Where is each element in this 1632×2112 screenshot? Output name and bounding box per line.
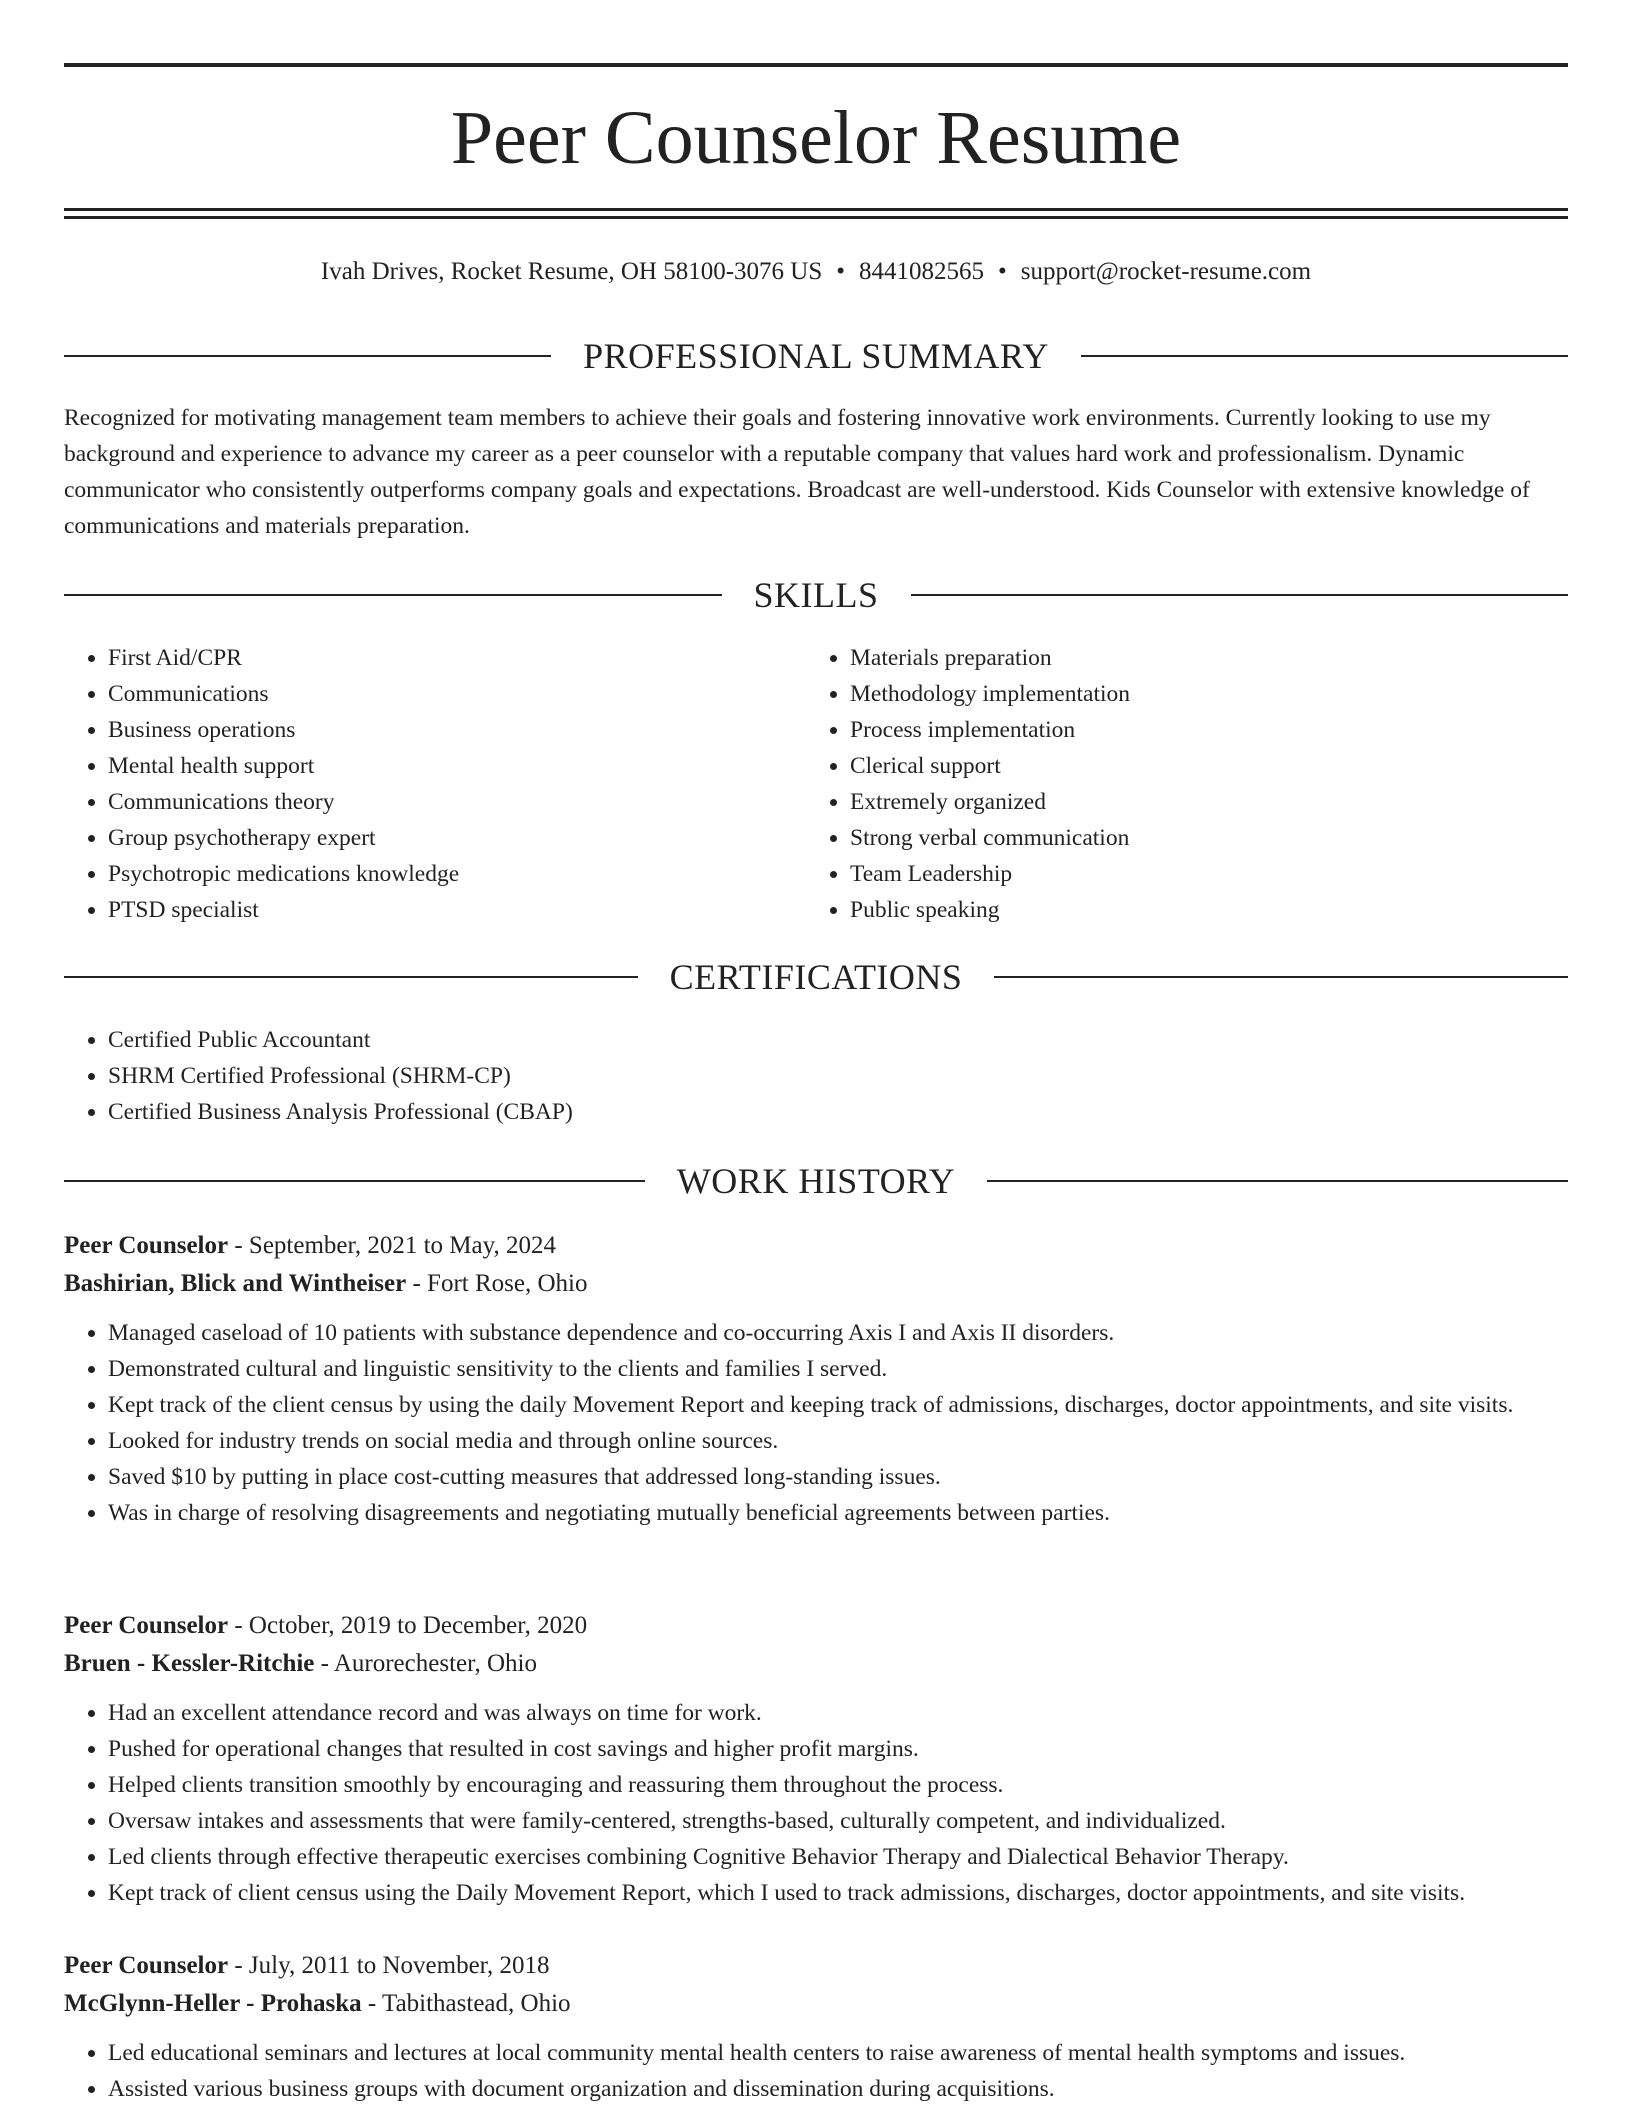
job-duty-item: • Kept track of client census using the Daily Movement Report, which I used to track admissions, discharges, doctor appointments, and site visits. xyxy=(108,1875,1568,1911)
section-rule-left xyxy=(64,976,638,978)
skill-item: • Mental health support xyxy=(108,748,848,784)
contact-email: support@rocket-resume.com xyxy=(1020,258,1312,285)
job-duty-item: • Managed caseload of 10 patients with substance dependence and co-occurring Axis I and Axis II disorders. xyxy=(108,1315,1568,1351)
contact-phone: 8441082565 xyxy=(859,258,985,285)
job-duty-item: • Saved $10 by putting in place cost-cutting measures that addressed long-standing issues. xyxy=(108,1459,1568,1495)
skill-item: • Methodology implementation xyxy=(850,676,1590,712)
skill-item: • Business operations xyxy=(108,712,848,748)
section-rule-right xyxy=(1081,355,1568,357)
job-duties-list xyxy=(64,2035,1568,2107)
contact-separator: • xyxy=(836,258,846,285)
job-location: - Tabithastead, Ohio xyxy=(361,1990,571,2017)
job-duty-item: • Demonstrated cultural and linguistic sensitivity to the clients and families I served. xyxy=(108,1351,1568,1387)
job-duty-item: • Pushed for operational changes that resulted in cost savings and higher profit margins. xyxy=(108,1731,1568,1767)
job-duty-item: • Kept track of the client census by using the daily Movement Report and keeping track of admissions, discharges, doctor appointments, and site visits. xyxy=(108,1387,1568,1423)
job-company-line xyxy=(64,1265,1568,1303)
header-top-rule xyxy=(64,63,1568,67)
certifications-list xyxy=(64,1022,1612,1130)
job-location: - Aurorechester, Ohio xyxy=(314,1650,537,1677)
job-duty-item: • Led educational seminars and lectures at local community mental health centers to raise awareness of mental health symptoms and issues. xyxy=(108,2035,1568,2071)
job-entry xyxy=(64,1607,1568,1911)
job-title: Peer Counselor xyxy=(64,1612,229,1639)
skill-item: • Clerical support xyxy=(850,748,1590,784)
section-title: PROFESSIONAL SUMMARY xyxy=(583,336,1049,376)
skill-item: • Communications xyxy=(108,676,848,712)
skill-item: • Strong verbal communication xyxy=(850,820,1590,856)
certification-item: • Certified Public Accountant xyxy=(108,1022,1612,1058)
skill-item: • Group psychotherapy expert xyxy=(108,820,848,856)
job-company: McGlynn-Heller - Prohaska xyxy=(64,1990,362,2017)
contact-line xyxy=(64,254,1568,290)
job-duty-item: • Assisted various business groups with document organization and dissemination during acquisitions. xyxy=(108,2071,1568,2107)
job-dates: - September, 2021 to May, 2024 xyxy=(228,1232,556,1259)
job-duties-list xyxy=(64,1315,1568,1531)
job-duty-item: • Looked for industry trends on social media and through online sources. xyxy=(108,1423,1568,1459)
section-heading-skills xyxy=(64,573,1568,617)
job-title: Peer Counselor xyxy=(64,1232,229,1259)
section-rule-right xyxy=(911,594,1569,596)
section-rule-left xyxy=(64,355,551,357)
section-rule-left xyxy=(64,594,722,596)
job-duty-item: • Helped clients transition smoothly by encouraging and reassuring them throughout the process. xyxy=(108,1767,1568,1803)
section-rule-right xyxy=(994,976,1568,978)
job-duty-item: • Led clients through effective therapeutic exercises combining Cognitive Behavior Therapy and Dialectical Behavior Therapy. xyxy=(108,1839,1568,1875)
skills-list-right xyxy=(806,640,1590,928)
contact-address: Ivah Drives, Rocket Resume, OH 58100-3076 US xyxy=(320,258,823,285)
skill-item: • Team Leadership xyxy=(850,856,1590,892)
header-double-rule-upper xyxy=(64,208,1568,211)
job-company: Bruen - Kessler-Ritchie xyxy=(64,1650,315,1677)
section-heading-work-history xyxy=(64,1159,1568,1203)
page-title: Peer Counselor Resume xyxy=(450,96,1182,180)
skill-item: • PTSD specialist xyxy=(108,892,848,928)
certification-item: • Certified Business Analysis Professional (CBAP) xyxy=(108,1094,1612,1130)
section-title: CERTIFICATIONS xyxy=(669,957,963,997)
job-company-line xyxy=(64,1645,1568,1683)
section-title: SKILLS xyxy=(753,575,879,615)
job-title-line xyxy=(64,1227,1568,1265)
job-duties-list xyxy=(64,1695,1568,1911)
section-heading-summary xyxy=(64,334,1568,378)
skills-list-left xyxy=(64,640,848,928)
job-entry xyxy=(64,1227,1568,1531)
job-dates: - October, 2019 to December, 2020 xyxy=(228,1612,588,1639)
job-duty-item: • Was in charge of resolving disagreements and negotiating mutually beneficial agreements between parties. xyxy=(108,1495,1568,1531)
job-title-line xyxy=(64,1607,1568,1645)
skill-item: • Extremely organized xyxy=(850,784,1590,820)
skill-item: • Psychotropic medications knowledge xyxy=(108,856,848,892)
skill-item: • Public speaking xyxy=(850,892,1590,928)
summary-text: Recognized for motivating management team members to achieve their goals and fostering innovative work environments. Currently looking to use my background and experience to advance my career as a peer counselor with a reputable company that values hard work and professionalism. Dynamic communicator who consistently outperforms company goals and expectations. Broadcast are well-understood. Kids Counselor with extensive knowledge of communications and materials preparation. xyxy=(64,405,1530,539)
contact-separator: • xyxy=(998,258,1007,285)
section-title: WORK HISTORY xyxy=(676,1161,956,1201)
skill-item: • First Aid/CPR xyxy=(108,640,848,676)
certification-item: • SHRM Certified Professional (SHRM-CP) xyxy=(108,1058,1612,1094)
job-title-line xyxy=(64,1947,1568,1985)
header-double-rule-lower xyxy=(64,216,1568,219)
section-heading-certifications xyxy=(64,955,1568,999)
skill-item: • Communications theory xyxy=(108,784,848,820)
job-company: Bashirian, Blick and Wintheiser xyxy=(64,1270,407,1297)
section-rule-left xyxy=(64,1180,645,1182)
job-entry xyxy=(64,1947,1568,2107)
job-location: - Fort Rose, Ohio xyxy=(406,1270,588,1297)
job-duty-item: • Oversaw intakes and assessments that were family-centered, strengths-based, culturally competent, and individualized. xyxy=(108,1803,1568,1839)
section-rule-right xyxy=(987,1180,1568,1182)
skill-item: • Materials preparation xyxy=(850,640,1590,676)
job-title: Peer Counselor xyxy=(64,1952,229,1979)
skill-item: • Process implementation xyxy=(850,712,1590,748)
job-dates: - July, 2011 to November, 2018 xyxy=(228,1952,550,1979)
job-duty-item: • Had an excellent attendance record and was always on time for work. xyxy=(108,1695,1568,1731)
job-company-line xyxy=(64,1985,1568,2023)
